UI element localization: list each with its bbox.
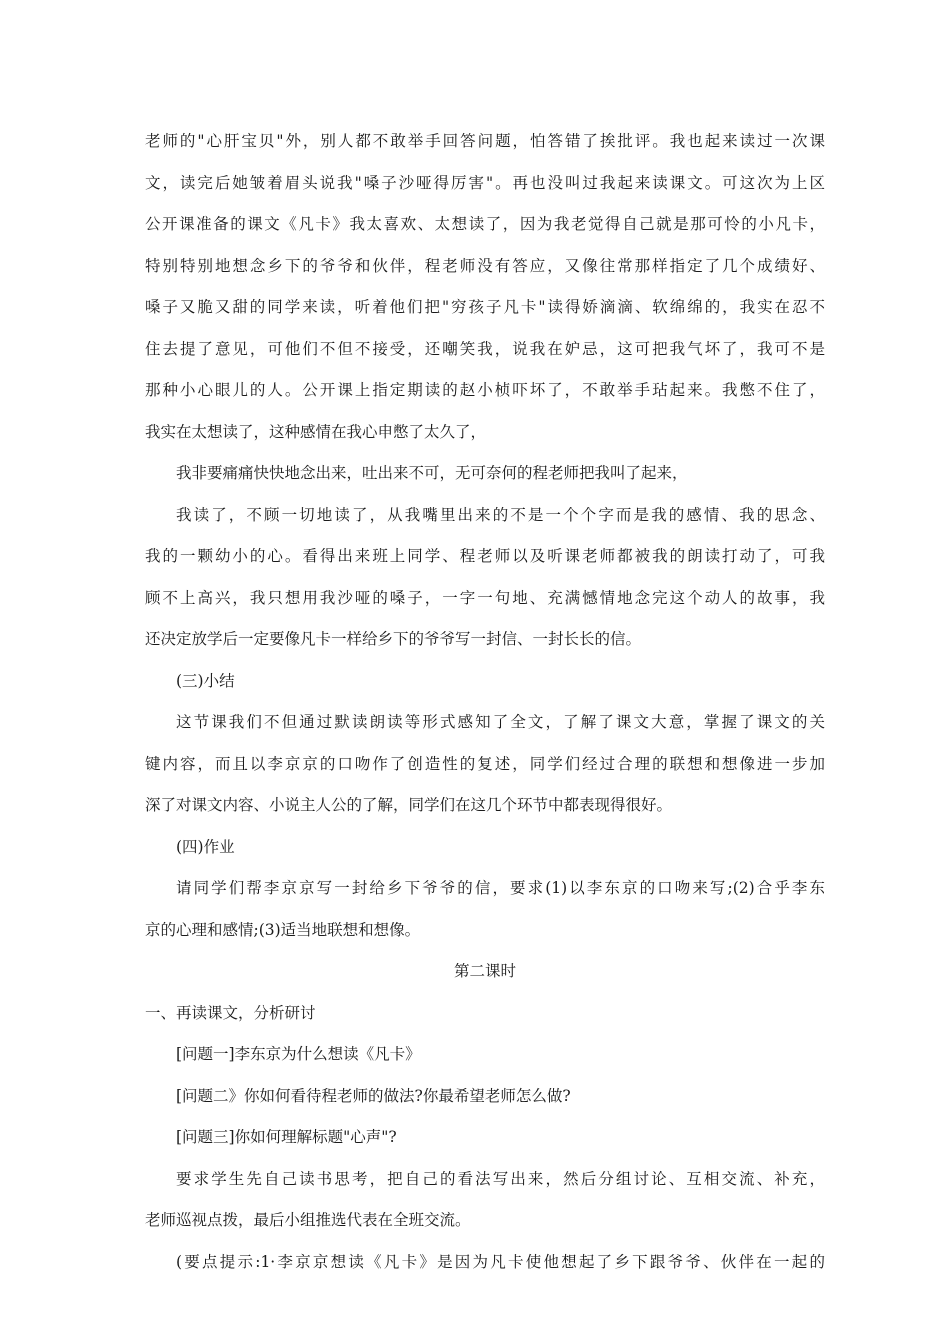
question-line: [问题一]李东京为什么想读《凡卡》 [176,1045,421,1063]
lesson-title: 第二课时 [453,962,516,980]
paragraph-line: 我的一颗幼小的心。看得出来班上同学、程老师以及听课老师都被我的朗读打动了，可我 [145,547,825,565]
section-heading: (四)作业 [176,838,235,856]
paragraph-line: 特别特别地想念乡下的爷爷和伙伴，程老师没有答应，又像往常那样指定了几个成绩好、 [145,257,825,275]
question-line: [问题三]你如何理解标题"心声"? [176,1128,397,1146]
paragraph-line: (要点提示:1·李京京想读《凡卡》是因为凡卡使他想起了乡下跟爷爷、伙伴在一起的 [176,1253,825,1271]
paragraph-line: 请同学们帮李京京写一封给乡下爷爷的信，要求(1)以李东京的口吻来写;(2)合乎李东 [176,879,825,897]
paragraph-line: 我实在太想读了，这种感情在我心申憋了太久了， [145,423,487,441]
paragraph-line: 要求学生先自己读书思考，把自己的看法写出来，然后分组讨论、互相交流、补充， [176,1170,825,1188]
paragraph-line: 还决定放学后一定要像凡卡一样给乡下的爷爷写一封信、一封长长的信。 [145,630,642,648]
section-heading: 一、再读课文，分析研讨 [145,1004,316,1022]
paragraph-line: 住去提了意见，可他们不但不接受，还嘲笑我，说我在妒忌，这可把我气坏了，我可不是 [145,340,825,358]
paragraph-line: 顾不上高兴，我只想用我沙哑的嗓子，一字一句地、充满憾情地念完这个动人的故事，我 [145,589,825,607]
paragraph-line: 那种小心眼儿的人。公开课上指定期读的赵小桢吓坏了，不敢举手玷起来。我憋不住了， [145,381,825,399]
question-line: [问题二》你如何看待程老师的做法?你最希望老师怎么做? [176,1087,571,1105]
paragraph-line: 键内容，而且以李京京的口吻作了创造性的复述，同学们经过合理的联想和想像进一步加 [145,755,825,773]
paragraph-line: 深了对课文内容、小说主人公的了解，同学们在这几个环节中都表现得很好。 [145,796,673,814]
section-heading: (三)小结 [176,672,235,690]
paragraph-line: 我非要痛痛快快地念出来，吐出来不可，无可奈何的程老师把我叫了起来， [176,464,688,482]
paragraph-line: 文，读完后她皱着眉头说我"嗓子沙哑得厉害"。再也没叫过我起来读课文。可这次为上区 [145,174,825,192]
paragraph-line: 这节课我们不但通过默读朗读等形式感知了全文，了解了课文大意，掌握了课文的关 [176,713,825,731]
paragraph-line: 老师巡视点拨，最后小组推选代表在全班交流。 [145,1211,471,1229]
paragraph-line: 嗓子又脆又甜的同学来读，听着他们把"穷孩子凡卡"读得娇滴滴、软绵绵的，我实在忍不 [145,298,825,316]
paragraph-line: 老师的"心肝宝贝"外，别人都不敢举手回答问题，怕答错了挨批评。我也起来读过一次课 [145,132,825,150]
paragraph-line: 公开课准备的课文《凡卡》我太喜欢、太想读了，因为我老觉得自己就是那可怜的小凡卡， [145,215,825,233]
paragraph-line: 京的心理和感情;(3)适当地联想和想像。 [145,921,421,939]
paragraph-line: 我读了，不顾一切地读了，从我嘴里出来的不是一个个字而是我的感情、我的思念、 [176,506,825,524]
